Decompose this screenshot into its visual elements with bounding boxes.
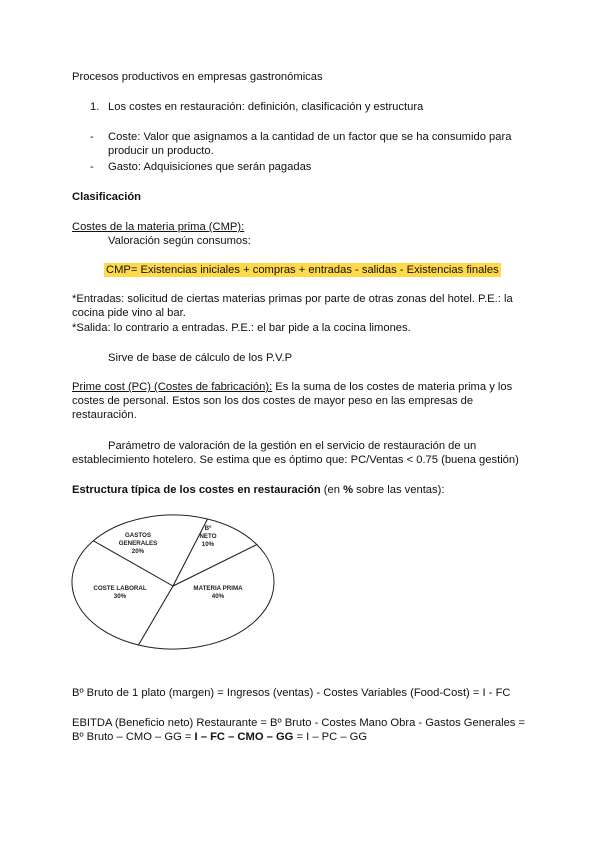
pie-label-line: COSTE LABORAL xyxy=(93,585,147,592)
prime-cost-line3: restauración. xyxy=(72,409,137,421)
coste-definition-line1: Coste: Valor que asignamos a la cantidad de un factor que se ha consumido para xyxy=(108,131,512,143)
pie-label-line: Bº xyxy=(204,525,212,532)
estructura-heading-rest2: sobre las ventas): xyxy=(353,484,445,496)
ebitda-line2-a: Bº Bruto – CMO – GG = xyxy=(72,731,195,743)
estructura-heading-percent: % xyxy=(343,484,354,496)
salida-line: *Salida: lo contrario a entradas. P.E.: el bar pide a la cocina limones. xyxy=(72,322,411,334)
pie-label-line: NETO xyxy=(199,533,217,540)
bullet-dash: - xyxy=(90,161,94,173)
parametro-line1: Parámetro de valoración de la gestión en el servicio de restauración de un xyxy=(108,440,477,452)
cost-structure-pie-chart xyxy=(68,510,278,660)
entradas-line1: *Entradas: solicitud de ciertas materias primas por parte de otras zonas del hotel. P.E.: la xyxy=(72,293,513,305)
estructura-heading-rest1: (en xyxy=(320,484,344,496)
ebitda-line2 xyxy=(72,730,367,744)
pie-label-line: 20% xyxy=(131,548,145,555)
numbered-item-text: Los costes en restauración: definición, clasificación y estructura xyxy=(108,101,424,113)
pvp-line: Sirve de base de cálculo de los P.V.P xyxy=(108,352,293,364)
prime-cost-text: Es la suma de los costes de materia prima y los xyxy=(272,381,513,393)
cmp-heading: Costes de la materia prima (CMP): xyxy=(72,221,245,233)
entradas-line2: cocina pide vino al bar. xyxy=(72,307,186,319)
coste-definition-line2: producir un producto. xyxy=(108,145,214,157)
pie-label-line: GENERALES xyxy=(118,540,158,547)
document-title: Procesos productivos en empresas gastronómicas xyxy=(72,71,323,83)
cmp-formula xyxy=(104,263,501,277)
clasificacion-heading: Clasificación xyxy=(72,191,142,203)
numbered-item-number: 1. xyxy=(90,101,100,113)
parametro-line2: establecimiento hotelero. Se estima que es óptimo que: PC/Ventas < 0.75 (buena gestión) xyxy=(72,454,519,466)
pie-label-line: GASTOS xyxy=(124,532,152,539)
estructura-heading-bold: Estructura típica de los costes en restauración xyxy=(72,484,321,496)
gasto-definition: Gasto: Adquisiciones que serán pagadas xyxy=(108,161,312,173)
bruto-line: Bº Bruto de 1 plato (margen) = Ingresos (ventas) - Costes Variables (Food-Cost) = I - FC xyxy=(72,687,511,699)
prime-cost-line1 xyxy=(72,380,512,394)
estructura-heading xyxy=(72,483,444,497)
pie-label-line: MATERIA PRIMA xyxy=(193,585,243,592)
bullet-dash: - xyxy=(90,131,94,143)
ebitda-line1: EBITDA (Beneficio neto) Restaurante = Bº Bruto - Costes Mano Obra - Gastos Generales = xyxy=(72,717,526,729)
cmp-valoracion: Valoración según consumos: xyxy=(108,235,251,247)
prime-cost-heading: Prime cost (PC) (Costes de fabricación): xyxy=(72,381,273,393)
pie-label-line: 40% xyxy=(211,593,225,600)
ebitda-line2-c: = I – PC – GG xyxy=(293,731,368,743)
prime-cost-line2: costes de personal. Estos son los dos costes de mayor peso en las empresas de xyxy=(72,395,474,407)
cmp-formula-highlight: CMP= Existencias iniciales + compras + entradas - salidas - Existencias finales xyxy=(106,264,499,276)
ebitda-line2-bold: I – FC – CMO – GG xyxy=(194,731,294,743)
pie-label-line: 30% xyxy=(113,593,127,600)
pie-label-line: 10% xyxy=(201,541,215,548)
